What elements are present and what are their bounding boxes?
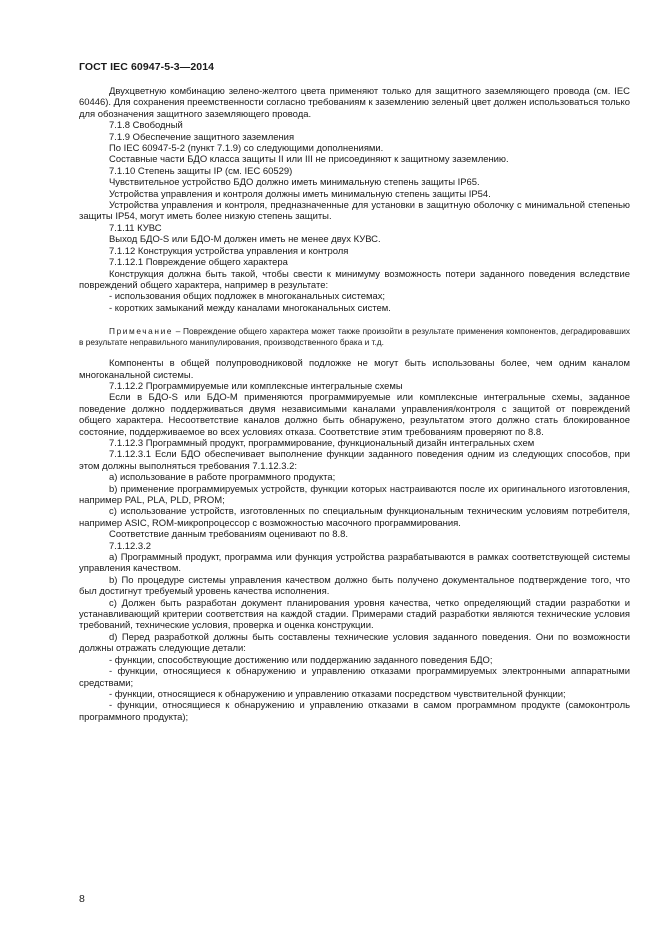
paragraph: Чувствительное устройство БДО должно иметь минимальную степень защиты IP65. (109, 177, 480, 189)
note-text: – Повреждение общего характера может также произойти в результате применения компонентов, деградировавших в результате неправильного манипулирования, производственного брака и т.д. (79, 326, 630, 348)
section-heading: 7.1.11 КУВС (109, 222, 162, 234)
paragraph: Двухцветную комбинацию зелено-желтого цвета применяют только для защитного заземляющего провода (см. IEC 60446). Для сохранения преемственности согласно требованиям к заземлению зеленый цвет должен использоваться только для обозначения защитного заземляющего провода. (79, 86, 630, 120)
paragraph: Соответствие данным требованиям оценивают по 8.8. (109, 529, 348, 541)
list-item: - использования общих подложек в многоканальных системах; (109, 291, 386, 303)
section-heading: 7.1.12.1 Повреждение общего характера (109, 257, 288, 269)
page-number: 8 (79, 893, 85, 905)
list-item: c) использование устройств, изготовленных по специальным функциональным техническим условиям потребителя, например ASIC, ROM-микропроцессор с возможностью масочного программирования. (79, 506, 630, 529)
list-item: - функции, способствующие достижению или поддержанию заданного поведения БДО; (109, 654, 493, 666)
list-item: - функции, относящиеся к обнаружению и управлению отказами посредством чувствительной функции; (109, 688, 566, 700)
list-item: a) использование в работе программного продукта; (109, 472, 336, 484)
paragraph: Составные части БДО класса защиты II или III не присоединяют к защитному заземлению. (109, 154, 509, 166)
document-header: ГОСТ IEC 60947-5-3—2014 (79, 61, 215, 73)
list-item: a) Программный продукт, программа или функция устройства разрабатываются в рамках соответствующей системы управления качеством. (79, 552, 630, 575)
note (79, 326, 630, 348)
note-label: Примечание (109, 326, 174, 337)
list-item: b) По процедуре системы управления качеством должно быть получено документальное подтверждение того, что был достигнут требуемый уровень качества исполнения. (79, 574, 630, 598)
paragraph: Если в БДО-S или БДО-M применяются программируемые или комплексные интегральные схемы, заданное поведение должно поддерживаться двумя независимыми каналами управления/контроля с защитой от повреждений общего характера. Несоответствие каналов должно быть обнаружено, результатом этого должно стать блокированное состояние, поддерживаемое во всех условиях отказа. Соответствие этим требованиям проверяют по 8.8. (79, 392, 630, 438)
list-item: - функции, относящиеся к обнаружению и управлению отказами программируемых электронными аппаратными средствами; (79, 666, 630, 689)
section-heading: 7.1.10 Степень защиты IP (см. IEC 60529) (109, 165, 293, 177)
paragraph: Конструкция должна быть такой, чтобы свести к минимуму возможность потери заданного поведения вследствие повреждений общего характера, например в результате: (79, 268, 630, 291)
paragraph: Устройства управления и контроля должны иметь минимальную степень защиты IP54. (109, 188, 491, 200)
section-heading: 7.1.12.2 Программируемые или комплексные интегральные схемы (109, 380, 403, 392)
paragraph: Компоненты в общей полупроводниковой подложке не могут быть использованы более, чем одним каналом многоканальной системы. (79, 358, 630, 381)
section-heading: 7.1.9 Обеспечение защитного заземления (109, 131, 295, 143)
list-item: - коротких замыканий между каналами многоканальных систем. (109, 302, 391, 314)
section-heading: 7.1.12 Конструкция устройства управления и контроля (109, 245, 349, 257)
list-item: d) Перед разработкой должны быть составлены технические условия заданного поведения. Они по возможности должны отражать следующие детали: (79, 631, 630, 655)
paragraph: Устройства управления и контроля, предназначенные для установки в защитную оболочку с минимальной степенью защиты IP54, могут иметь более низкую степень защиты. (79, 200, 630, 223)
list-item: - функции, относящиеся к обнаружению и управлению отказами в самом программном продукте (самоконтроль программного продукта); (79, 700, 630, 723)
paragraph: 7.1.12.3.1 Если БДО обеспечивает выполнение функции заданного поведения одним из следующих способов, при этом должны выполняться требования 7.1.12.3.2: (79, 449, 630, 472)
paragraph: По IEC 60947-5-2 (пункт 7.1.9) со следующими дополнениями. (109, 143, 384, 155)
section-heading: 7.1.12.3 Программный продукт, программирование, функциональный дизайн интегральных схем (109, 437, 535, 449)
list-item: c) Должен быть разработан документ планирования уровня качества, четко определяющий стадии разработки и устанавливающий критерии соответствия на каждой стадии. Примерами стадий разработки являются технические условия требований, технические условия, проверка и оценка конструкции. (79, 597, 630, 632)
section-heading: 7.1.12.3.2 (109, 540, 151, 552)
paragraph: Выход БДО-S или БДО-M должен иметь не менее двух КУВС. (109, 234, 381, 246)
document-body (79, 86, 630, 723)
section-heading: 7.1.8 Свободный (109, 120, 183, 132)
list-item: b) применение программируемых устройств, функции которых настраиваются после их оригинального изготовления, например PAL, PLA, PLD, PROM; (79, 483, 630, 506)
